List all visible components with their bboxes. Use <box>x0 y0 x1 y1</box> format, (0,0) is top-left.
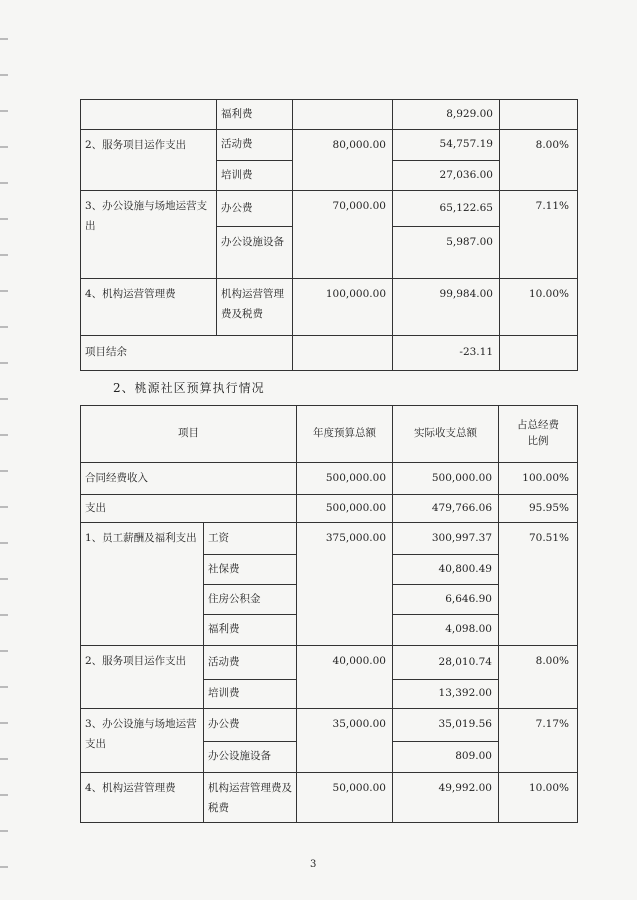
table-cell <box>81 100 217 130</box>
table-header-row <box>81 406 578 463</box>
table-row <box>81 646 578 680</box>
table-cell: 培训费 <box>204 680 297 709</box>
table-cell: 100.00% <box>499 463 578 495</box>
table-cell: 机构运营管理费及税费 <box>204 773 297 823</box>
table-cell: 1、员工薪酬及福利支出 <box>81 523 204 646</box>
table-row <box>81 100 578 130</box>
table-cell: 办公费 <box>217 191 293 227</box>
table-cell: 479,766.06 <box>393 495 499 523</box>
table-cell <box>500 336 578 371</box>
table-cell: 办公设施设备 <box>217 227 293 279</box>
table-cell: 70.51% <box>499 523 578 646</box>
table-cell: 7.17% <box>499 709 578 773</box>
header-cell: 项目 <box>81 406 297 463</box>
table-cell: 福利费 <box>204 615 297 646</box>
table-cell: 3、办公设施与场地运营支出 <box>81 191 217 279</box>
table-cell: 54,757.19 <box>393 130 500 161</box>
table-cell: 工资 <box>204 523 297 555</box>
table-cell <box>500 100 578 130</box>
table-cell: 35,019.56 <box>393 709 499 742</box>
table-cell: 活动费 <box>204 646 297 680</box>
table-cell: 5,987.00 <box>393 227 500 279</box>
table-cell: 27,036.00 <box>393 161 500 191</box>
table-cell: 7.11% <box>500 191 578 279</box>
table-row <box>81 336 578 371</box>
table-cell: 8,929.00 <box>393 100 500 130</box>
table-row <box>81 773 578 823</box>
table-cell: 99,984.00 <box>393 279 500 336</box>
table-cell: 支出 <box>81 495 297 523</box>
table-cell: 福利费 <box>217 100 293 130</box>
table-cell: 80,000.00 <box>293 130 393 191</box>
table-row <box>81 709 578 742</box>
budget-table-1 <box>80 99 578 371</box>
table-cell: 8.00% <box>499 646 578 709</box>
table-cell <box>293 336 393 371</box>
budget-table-2 <box>80 405 578 823</box>
table-cell: 70,000.00 <box>293 191 393 279</box>
table-cell: 培训费 <box>217 161 293 191</box>
table-cell: 500,000.00 <box>393 463 499 495</box>
header-cell: 年度预算总额 <box>297 406 393 463</box>
header-cell: 实际收支总额 <box>393 406 499 463</box>
table-row <box>81 495 578 523</box>
binding-holes <box>0 0 10 900</box>
table-cell: 40,000.00 <box>297 646 393 709</box>
table-cell: 2、服务项目运作支出 <box>81 646 204 709</box>
table-cell: 375,000.00 <box>297 523 393 646</box>
table-cell: 6,646.90 <box>393 585 499 615</box>
table-cell: 办公设施设备 <box>204 742 297 773</box>
table-cell: 3、办公设施与场地运营支出 <box>81 709 204 773</box>
table-cell: 500,000.00 <box>297 463 393 495</box>
header-cell <box>499 406 578 463</box>
table-row <box>81 130 578 161</box>
table-cell: 办公费 <box>204 709 297 742</box>
table-cell: 49,992.00 <box>393 773 499 823</box>
table-cell: 13,392.00 <box>393 680 499 709</box>
table-cell: 2、服务项目运作支出 <box>81 130 217 191</box>
table-cell: 4,098.00 <box>393 615 499 646</box>
table-row <box>81 463 578 495</box>
header-text: 比例 <box>527 435 549 447</box>
table-cell: 40,800.49 <box>393 555 499 585</box>
table-cell: 65,122.65 <box>393 191 500 227</box>
section-heading: 2、桃源社区预算执行情况 <box>113 381 265 395</box>
table-cell: 28,010.74 <box>393 646 499 680</box>
table-cell: 住房公积金 <box>204 585 297 615</box>
table-row <box>81 279 578 336</box>
table-cell: 4、机构运营管理费 <box>81 773 204 823</box>
table-cell <box>293 100 393 130</box>
header-text: 占总经费 <box>517 419 559 432</box>
table-cell: 10.00% <box>499 773 578 823</box>
table-row <box>81 523 578 555</box>
table-cell: 95.95% <box>499 495 578 523</box>
table-cell: 10.00% <box>500 279 578 336</box>
table-cell: 35,000.00 <box>297 709 393 773</box>
table-cell: 4、机构运营管理费 <box>81 279 217 336</box>
table-cell: 809.00 <box>393 742 499 773</box>
page-number: 3 <box>310 859 317 870</box>
table-cell: 500,000.00 <box>297 495 393 523</box>
table-cell: 100,000.00 <box>293 279 393 336</box>
table-cell: 300,997.37 <box>393 523 499 555</box>
table-cell: 合同经费收入 <box>81 463 297 495</box>
table-cell: 机构运营管理费及税费 <box>217 279 293 336</box>
table-cell: 活动费 <box>217 130 293 161</box>
table-cell: -23.11 <box>393 336 500 371</box>
table-row <box>81 191 578 227</box>
table-cell: 项目结余 <box>81 336 293 371</box>
table-cell: 50,000.00 <box>297 773 393 823</box>
table-cell: 社保费 <box>204 555 297 585</box>
table-cell: 8.00% <box>500 130 578 191</box>
